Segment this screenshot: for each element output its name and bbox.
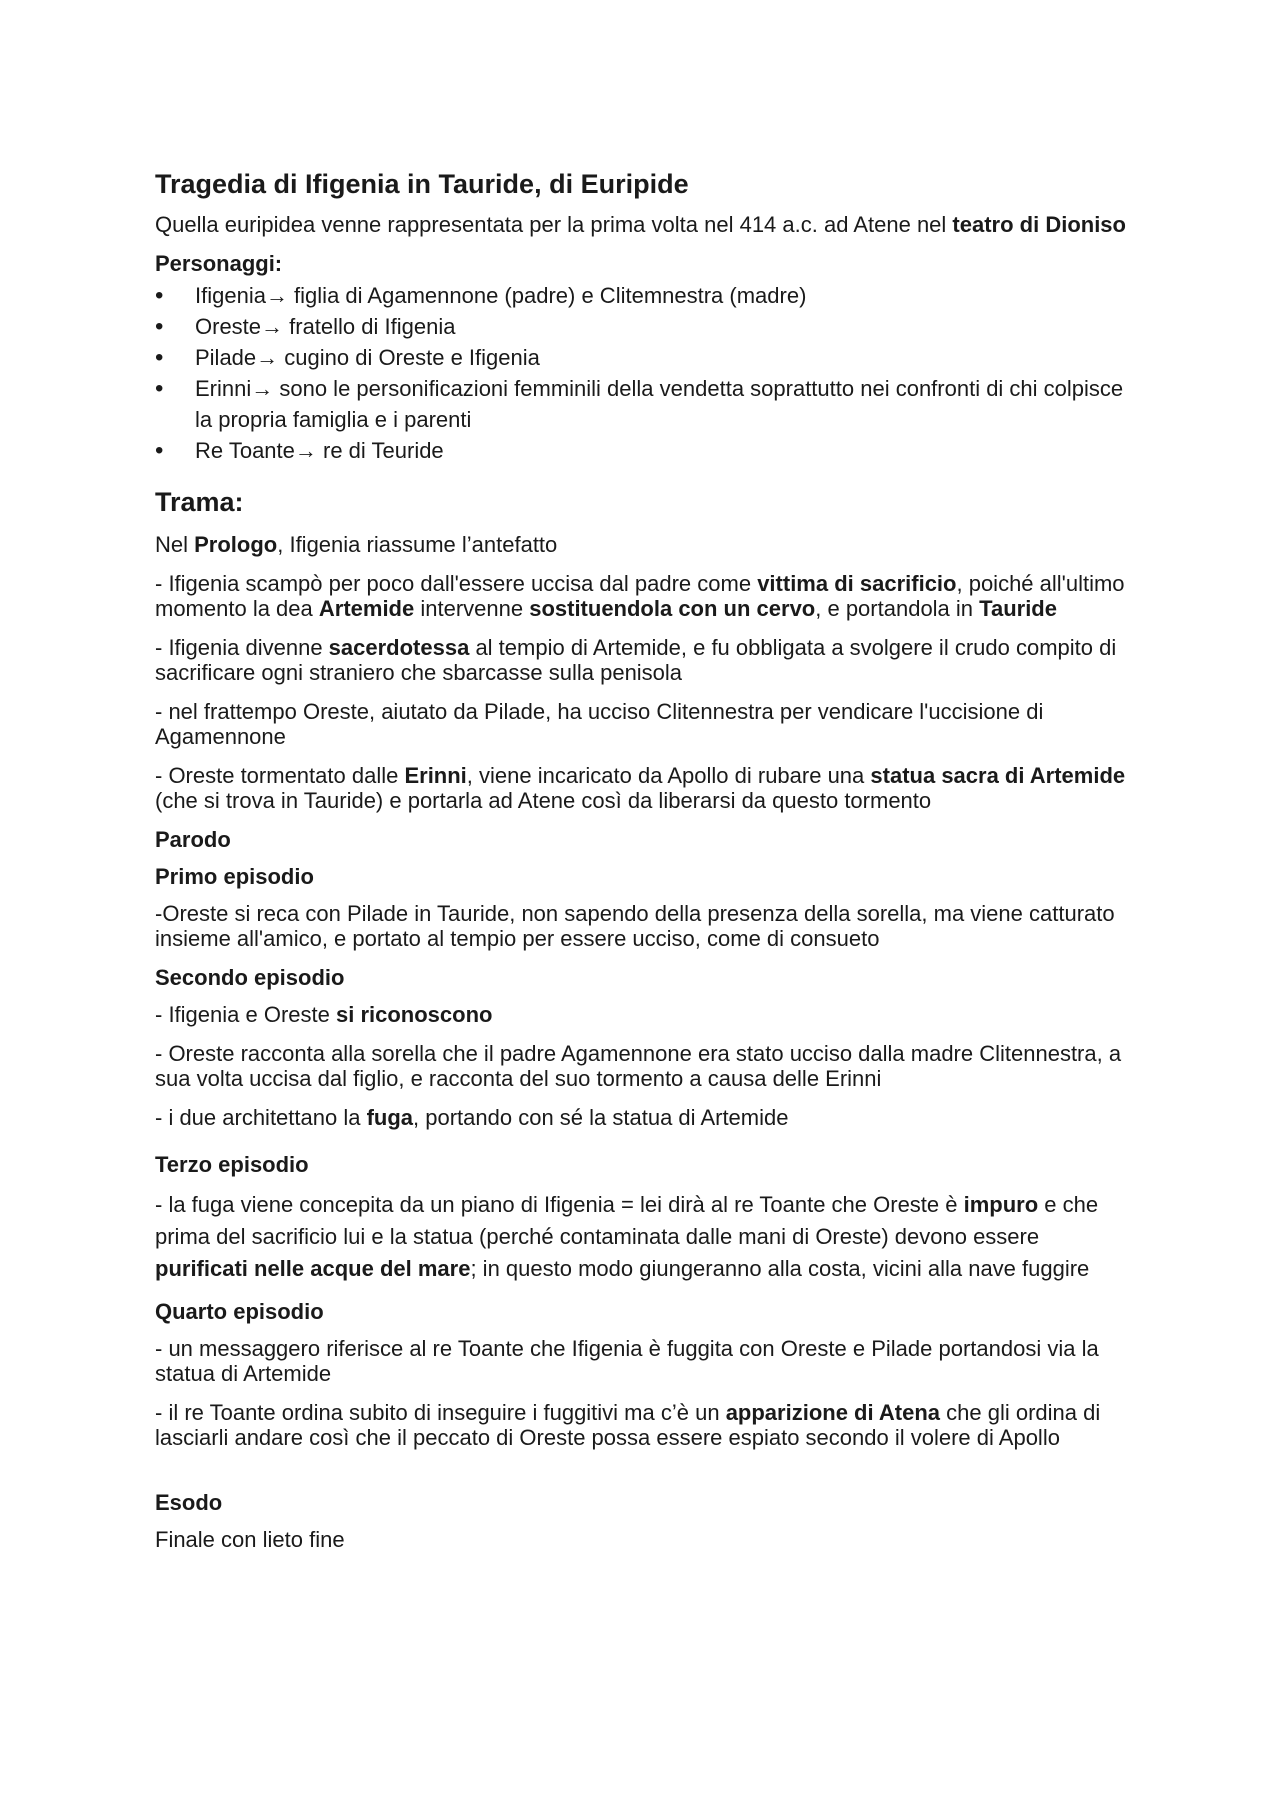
- characters-list: [155, 280, 1130, 466]
- quarto-episodio-paragraph-1: - un messaggero riferisce al re Toante che Ifigenia è fuggita con Oreste e Pilade portandosi via la statua di Artemide: [155, 1336, 1099, 1386]
- secondo-episodio-paragraph-1: - Ifigenia e Oreste si riconoscono: [155, 1002, 493, 1027]
- characters-label: Personaggi:: [155, 251, 283, 276]
- prologo-paragraph: Nel Prologo, Ifigenia riassume l’antefatto: [155, 532, 558, 557]
- list-item: • Erinni→ sono le personificazioni femminili della vendetta soprattutto nei confronti di chi colpisce la propria famiglia e i parenti: [155, 373, 1130, 435]
- list-item: • Ifigenia→ figlia di Agamennone (padre) e Clitemnestra (madre): [155, 280, 1130, 311]
- quarto-episodio-paragraph-2: - il re Toante ordina subito di inseguire i fuggitivi ma c’è un apparizione di Atena che gli ordina di lasciarli andare così che il peccato di Oreste possa essere espiato secondo il volere di Apollo: [155, 1400, 1101, 1450]
- trama-paragraph-1: - Ifigenia scampò per poco dall'essere uccisa dal padre come vittima di sacrificio, poiché all'ultimo momento la dea Artemide intervenne sostituendola con un cervo, e portandola in Tauride: [155, 571, 1125, 621]
- list-item: • Oreste→ fratello di Ifigenia: [155, 311, 1130, 342]
- parodo-heading: Parodo: [155, 827, 231, 852]
- secondo-episodio-heading: Secondo episodio: [155, 965, 345, 990]
- trama-heading: Trama:: [155, 487, 244, 517]
- document-title: Tragedia di Ifigenia in Tauride, di Euripide: [155, 169, 689, 199]
- primo-episodio-heading: Primo episodio: [155, 864, 314, 889]
- secondo-episodio-paragraph-3: - i due architettano la fuga, portando con sé la statua di Artemide: [155, 1105, 789, 1130]
- trama-paragraph-2: - Ifigenia divenne sacerdotessa al tempio di Artemide, e fu obbligata a svolgere il crudo compito di sacrificare ogni straniero che sbarcasse sulla penisola: [155, 635, 1117, 685]
- quarto-episodio-heading: Quarto episodio: [155, 1299, 324, 1324]
- esodo-heading: Esodo: [155, 1490, 223, 1515]
- terzo-episodio-heading: Terzo episodio: [155, 1152, 309, 1177]
- secondo-episodio-paragraph-2: - Oreste racconta alla sorella che il padre Agamennone era stato ucciso dalla madre Clitennestra, a sua volta uccisa dal figlio, e racconta del suo tormento a causa delle Erinni: [155, 1041, 1122, 1091]
- list-item: • Pilade→ cugino di Oreste e Ifigenia: [155, 342, 1130, 373]
- intro-paragraph: Quella euripidea venne rappresentata per la prima volta nel 414 a.c. ad Atene nel teatro di Dioniso: [155, 212, 1126, 237]
- trama-paragraph-3: - nel frattempo Oreste, aiutato da Pilade, ha ucciso Clitennestra per vendicare l'uccisione di Agamennone: [155, 699, 1044, 749]
- terzo-episodio-paragraph: - la fuga viene concepita da un piano di Ifigenia = lei dirà al re Toante che Oreste è impuro e che prima del sacrificio lui e la statua (perché contaminata dalle mani di Oreste) devono essere purificati nelle acque del mare; in questo modo giungeranno alla costa, vicini alla nave fuggire: [155, 1192, 1099, 1281]
- esodo-paragraph: Finale con lieto fine: [155, 1527, 345, 1552]
- primo-episodio-paragraph: -Oreste si reca con Pilade in Tauride, non sapendo della presenza della sorella, ma viene catturato insieme all'amico, e portato al tempio per essere ucciso, come di consueto: [155, 901, 1115, 951]
- trama-paragraph-4: - Oreste tormentato dalle Erinni, viene incaricato da Apollo di rubare una statua sacra di Artemide (che si trova in Tauride) e portarla ad Atene così da liberarsi da questo tormento: [155, 763, 1126, 813]
- list-item: • Re Toante→ re di Teuride: [155, 435, 1130, 466]
